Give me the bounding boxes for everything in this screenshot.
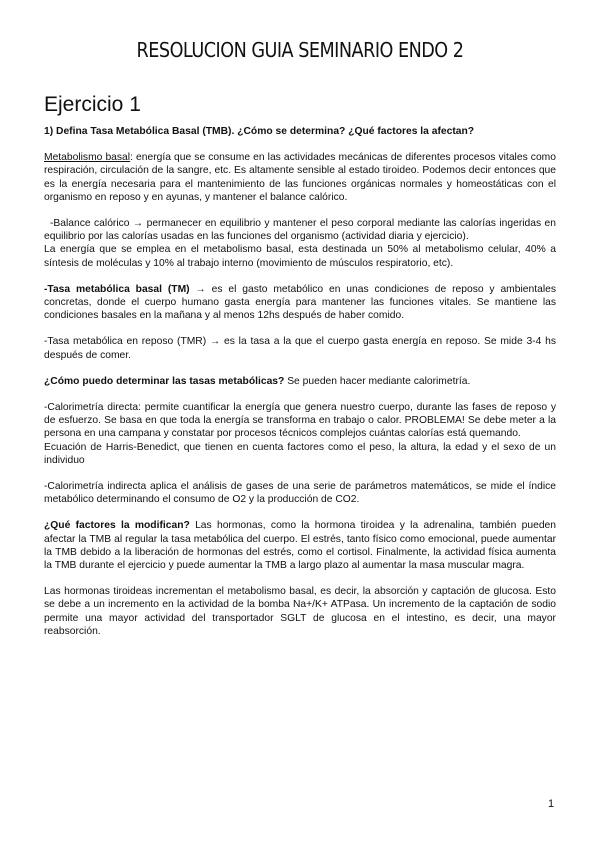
document-title: RESOLUCION GUIA SEMINARIO ENDO 2 [136,38,464,62]
page-number: 1 [548,798,555,810]
paragraph-tmr: -Tasa metabólica en reposo (TMR) → es la tasa a la que el cuerpo gasta energía en reposo. Se mide 3-4 hs después de comer. [44,336,556,361]
paragraph-harris-benedict: Ecuación de Harris-Benedict, que tienen en cuenta factores como el peso, la altura, la edad y el sexo de un individuo [44,441,556,466]
question-1: 1) Defina Tasa Metabólica Basal (TMB). ¿Cómo se determina? ¿Qué factores la afectan? [44,126,475,137]
paragraph-tm: -Tasa metabólica basal (TM) → es el gasto metabólico en unas condiciones de reposo y ambientales concretas, donde el cuerpo humano gasta energía para mantener las funciones vitales. Se mantiene las condiciones basales en la mañana y al menos 12hs después de haber comido. [44,283,556,322]
paragraph-determinar: ¿Cómo puedo determinar las tasas metabólicas? Se pueden hacer mediante calorimetría. [44,375,471,387]
paragraph-balance: -Balance calórico → permanecer en equilibrio y mantener el peso corporal mediante las calorías ingeridas en equilibrio por las calorías usadas en las funciones del organismo (actividad diaria y ejercicio). [44,218,556,243]
paragraph-energia: La energía que se emplea en el metabolismo basal, esta destinada un 50% al metabolismo celular, 40% a síntesis de moléculas y 10% al trabajo interno (movimiento de músculos respiratorio, etc). [44,244,556,269]
paragraph-calorimetria-indirecta: -Calorimetría indirecta aplica el análisis de gases de una serie de parámetros matemáticos, se mide el índice metabólico determinando el consumo de O2 y la producción de CO2. [44,481,556,506]
term-tm: -Tasa metabólica basal (TM) [44,283,190,295]
section-heading: Ejercicio 1 [44,93,141,116]
body-text [44,125,556,638]
term-metabolismo-basal: Metabolismo basal [44,152,131,164]
paragraph-factores: ¿Qué factores la modifican? Las hormonas, como la hormona tiroidea y la adrenalina, también pueden afectar la TMB al regular la tasa metabólica del cuerpo. El estrés, tanto físico como emocional, puede aumentar la TMB debido a la liberación de hormonas del estrés, como el cortisol. Finalmente, la actividad física aumenta la TMB durante el ejercicio y puede aumentar la TMB a largo plazo al aumentar la masa muscular magra. [44,520,556,572]
paragraph-calorimetria-directa: -Calorimetría directa: permite cuantificar la energía que genera nuestro cuerpo, durante las fases de reposo y de esfuerzo. Se basa en que toda la energía se transforma en trabajo o calor. PROBLEMA! Se debe meter a la persona en una campana y constatar por procesos técnicos complejos cuántas calorías está quemando. [44,402,556,440]
paragraph-tiroideas: Las hormonas tiroideas incrementan el metabolismo basal, es decir, la absorción y captación de glucosa. Esto se debe a un incremento en la actividad de la bomba Na+/K+ ATPasa. Un incremento de la captación de sodio permite una mayor actividad del transportador SGLT de glucosa en el intestino, es decir, una mayor reabsorción. [44,586,556,637]
paragraph-metabolismo: Metabolismo basal: energía que se consume en las actividades mecánicas de diferentes procesos vitales como respiración, circulación de la sangre, etc. Es altamente sensible al estado tiroideo. Podemos decir entonces que es la energía necesaria para el mantenimiento de las funciones orgánicas normales y homeostáticas con el organismo en reposo y en ayunas, y mantener el balance calórico. [44,152,556,203]
